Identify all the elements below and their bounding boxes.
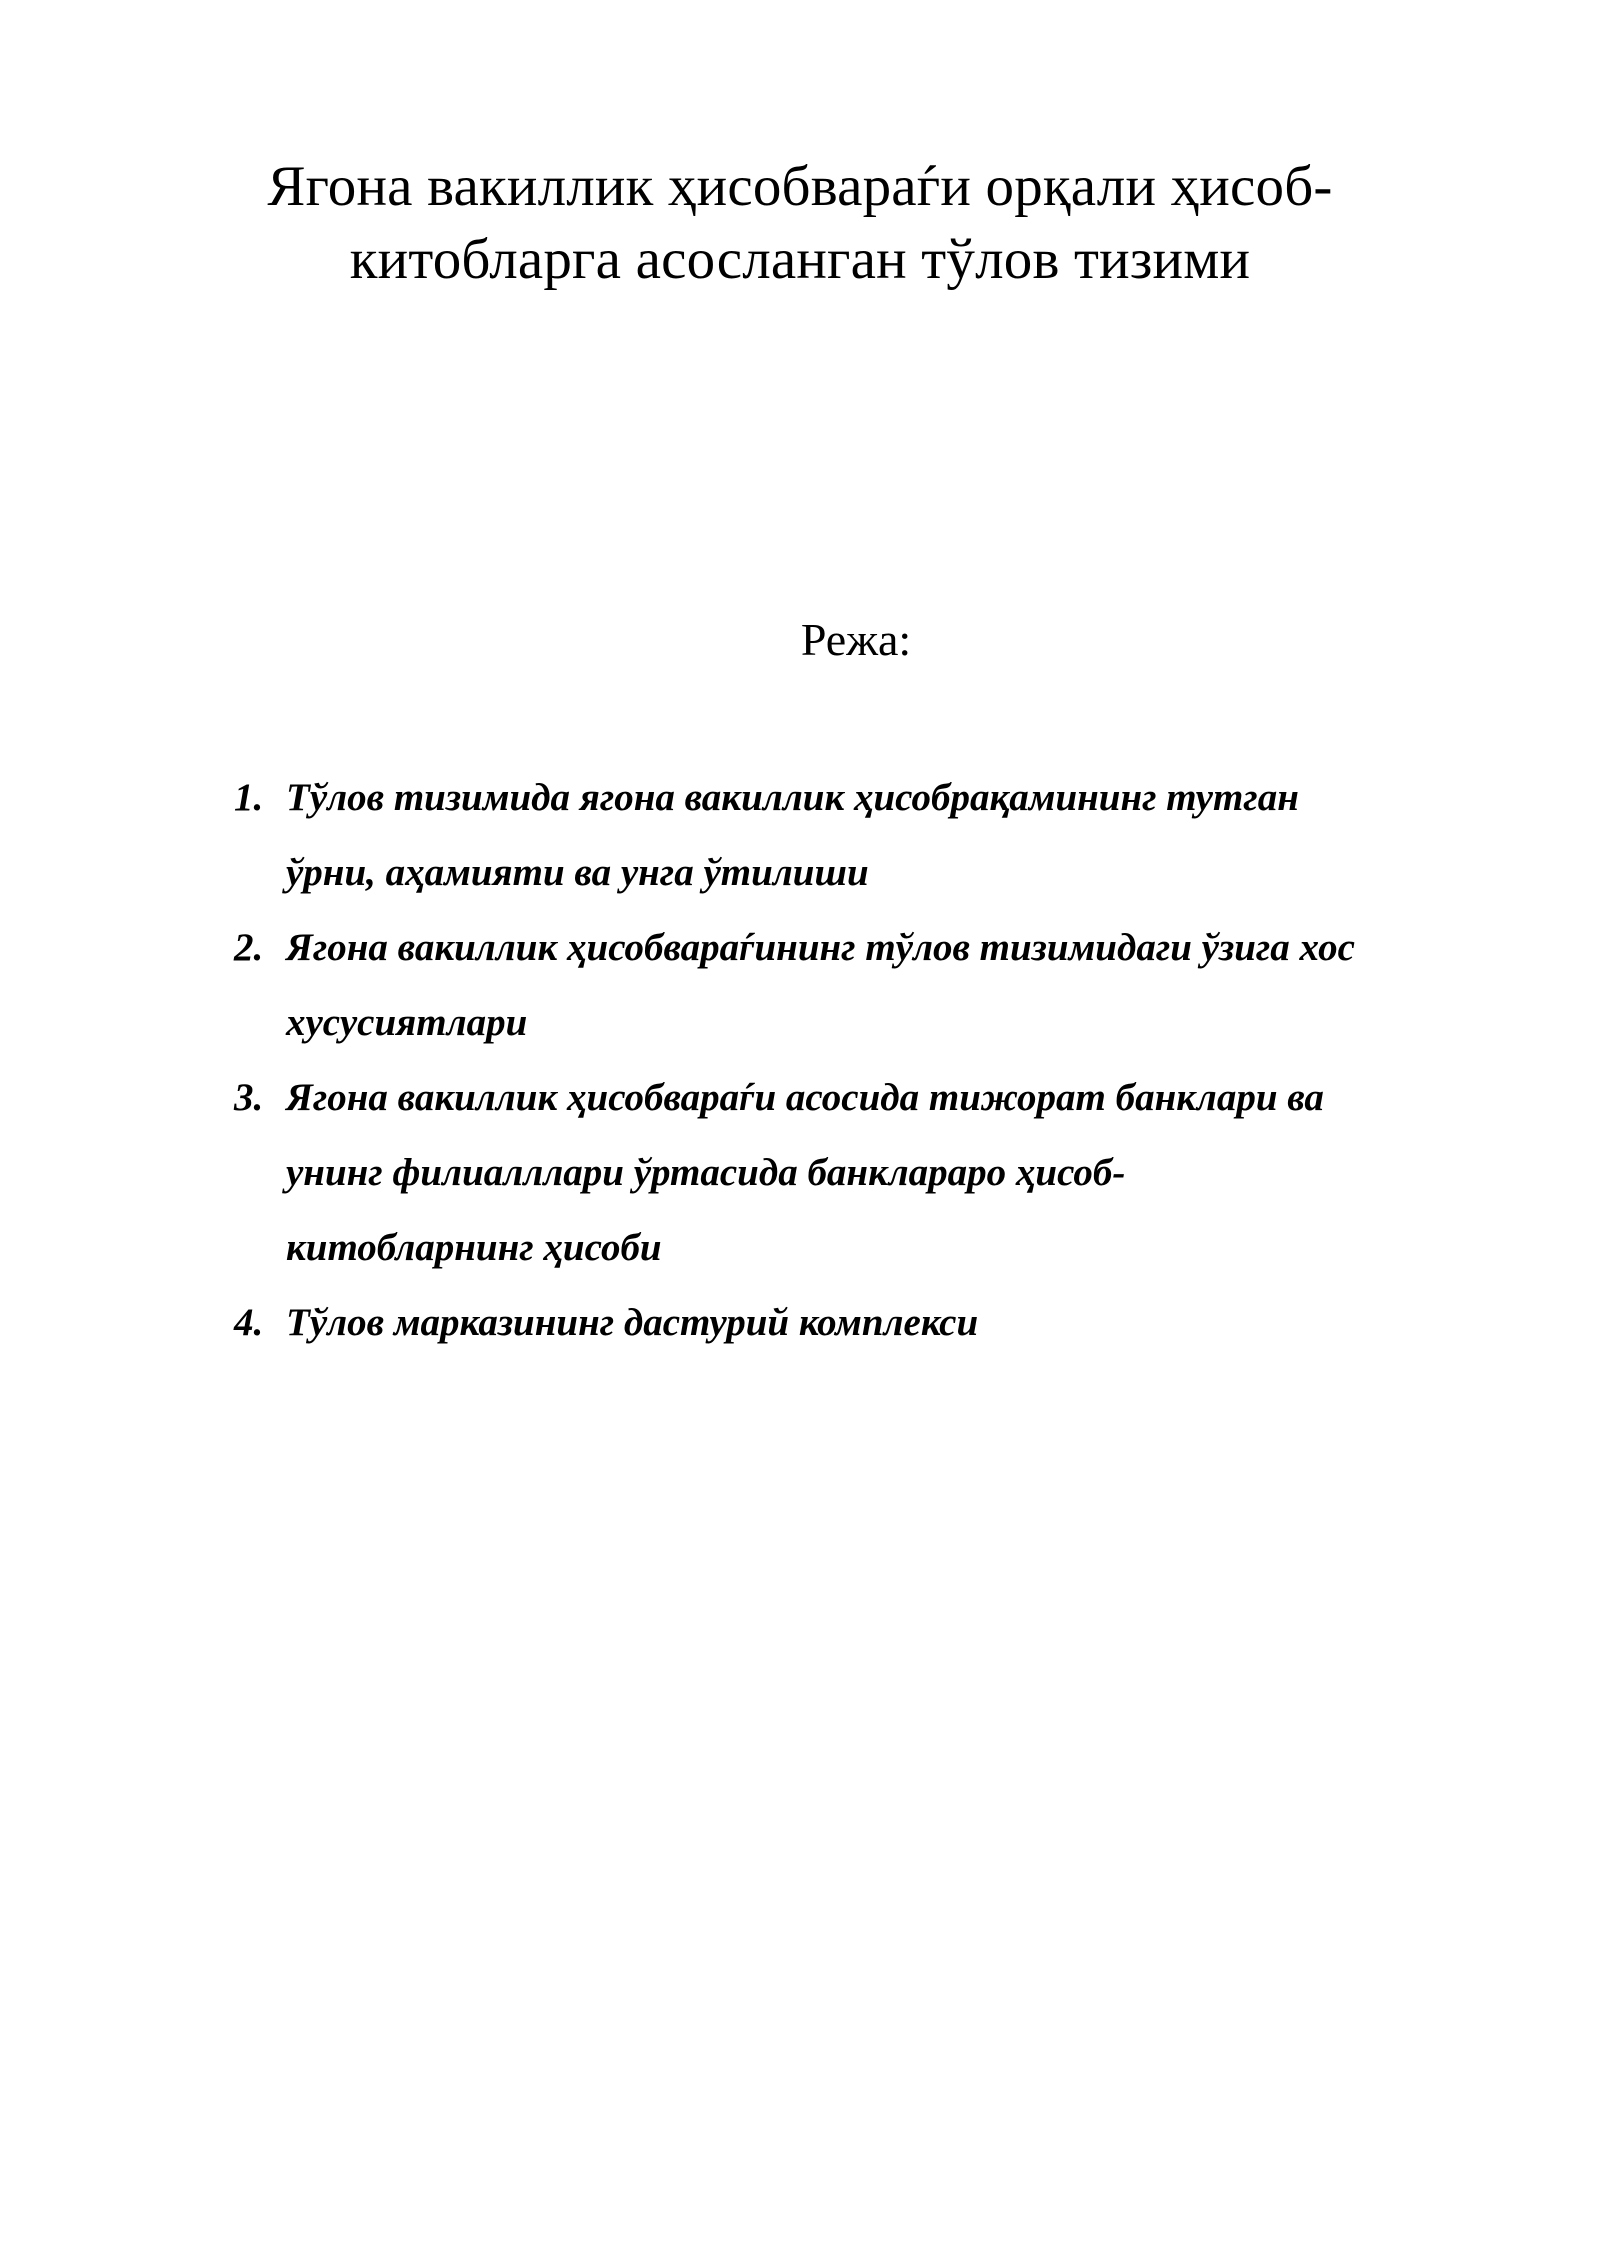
plan-item-text-line: Тўлов тизимида ягона вакиллик ҳисобрақамининг тутган [286,776,1299,819]
plan-item-2 [234,910,1524,1060]
plan-list [234,760,1524,1360]
plan-item-text-line: Ягона вакиллик ҳисобвараѓи асосида тижорат банклари ва [286,1076,1324,1119]
plan-item-text-line: Ягона вакиллик ҳисобвараѓининг тўлов тизимидаги ўзига хос [286,926,1355,969]
plan-heading: Режа: [800,614,912,665]
plan-item-text-line: Тўлов марказининг дастурий комплекси [286,1301,979,1344]
plan-item-text-line: китобларнинг ҳисоби [286,1226,662,1269]
plan-item-3 [234,1060,1524,1285]
document-title [230,150,1370,296]
plan-item-number: 4. [234,1301,264,1344]
plan-item-number: 3. [234,1076,264,1119]
plan-item-number: 2. [234,926,264,969]
plan-item-text-line: унинг филиалллари ўртасида банклараро ҳисоб- [286,1151,1126,1194]
plan-item-number: 1. [234,776,264,819]
plan-item-4 [234,1285,1524,1360]
document-title-line: китобларга асосланган тўлов тизими [349,228,1251,291]
plan-item-1 [234,760,1524,910]
document-title-line: Ягона вакиллик ҳисобвараѓи орқали ҳисоб- [267,155,1333,218]
plan-item-text-line: хусусиятлари [286,1001,528,1044]
plan-item-text-line: ўрни, аҳамияти ва унга ўтилиши [286,851,869,894]
